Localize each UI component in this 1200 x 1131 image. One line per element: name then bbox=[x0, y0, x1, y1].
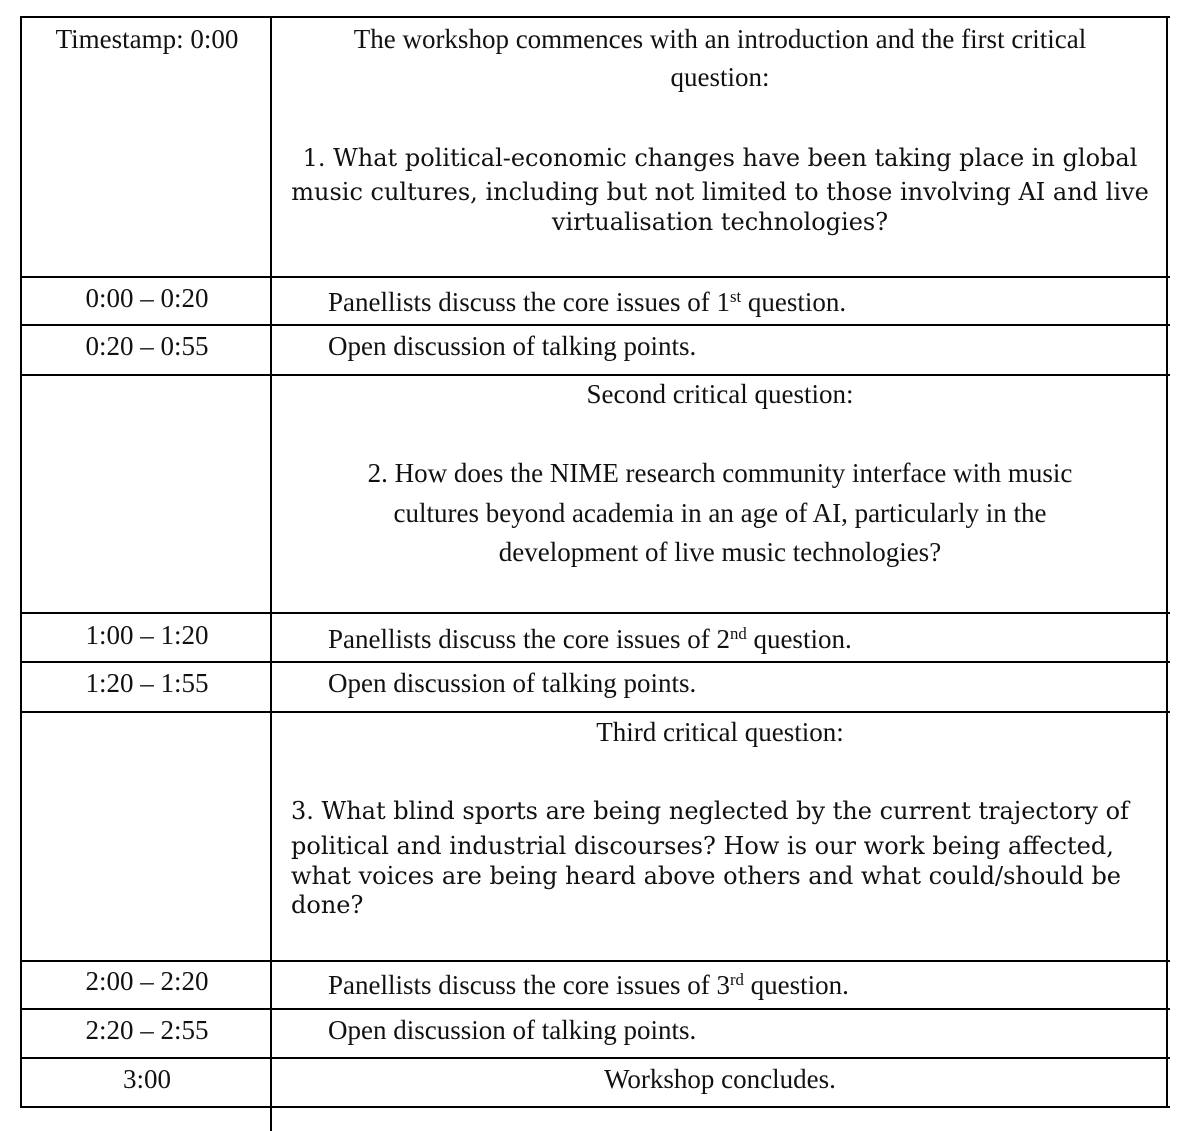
agenda-text: Open discussion of talking points. bbox=[328, 1015, 697, 1045]
intro-text-line-2: question: bbox=[670, 62, 770, 92]
question-1-line-2: music cultures, including but not limited to those involving AI and live bbox=[291, 178, 1149, 206]
row-divider bbox=[22, 960, 1170, 962]
agenda-text: Panellists discuss the core issues of 3rd question. bbox=[328, 969, 849, 1000]
question-3-line-2: political and industrial discourses? How is our work being affected, bbox=[291, 832, 1114, 860]
time-cell: 2:20 – 2:55 bbox=[85, 1015, 209, 1045]
agenda-text: Panellists discuss the core issues of 2nd question. bbox=[328, 623, 852, 654]
timestamp-label: Timestamp: 0:00 bbox=[55, 24, 239, 54]
question-1-line-1: 1. What political-economic changes have been taking place in global bbox=[302, 144, 1138, 172]
agenda-text: Workshop concludes. bbox=[604, 1064, 836, 1094]
row-divider bbox=[22, 324, 1170, 326]
row-divider bbox=[22, 1008, 1170, 1010]
row-divider bbox=[22, 612, 1170, 614]
time-cell: 1:20 – 1:55 bbox=[85, 668, 209, 698]
row-divider bbox=[22, 276, 1170, 278]
row-divider bbox=[22, 711, 1170, 713]
question-2-line-1: 2. How does the NIME research community interface with music bbox=[367, 458, 1073, 488]
table-border-bottom bbox=[22, 1106, 1170, 1108]
row-divider bbox=[22, 374, 1170, 376]
row-divider bbox=[22, 1057, 1170, 1059]
question-1-line-3: virtualisation technologies? bbox=[551, 208, 889, 236]
table-border-top bbox=[22, 16, 1170, 18]
time-cell: 1:00 – 1:20 bbox=[85, 620, 209, 650]
time-cell: 2:00 – 2:20 bbox=[85, 966, 209, 996]
table-border-left bbox=[20, 16, 22, 1108]
agenda-text: Open discussion of talking points. bbox=[328, 331, 697, 361]
question-2-line-3: development of live music technologies? bbox=[498, 537, 942, 567]
time-cell: 0:00 – 0:20 bbox=[85, 283, 209, 313]
question-3-line-4: done? bbox=[291, 891, 364, 919]
agenda-text: Panellists discuss the core issues of 1st question. bbox=[328, 286, 847, 317]
question-2-line-2: cultures beyond academia in an age of AI, particularly in the bbox=[393, 498, 1047, 528]
time-cell: 0:20 – 0:55 bbox=[85, 331, 209, 361]
agenda-text: Open discussion of talking points. bbox=[328, 668, 697, 698]
time-cell: 3:00 bbox=[122, 1064, 171, 1094]
question-2-heading: Second critical question: bbox=[586, 379, 854, 409]
row-divider bbox=[22, 661, 1170, 663]
question-3-line-3: what voices are being heard above others and what could/should be bbox=[291, 862, 1122, 890]
question-3-line-1: 3. What blind sports are being neglected by the current trajectory of bbox=[291, 797, 1129, 825]
question-3-heading: Third critical question: bbox=[596, 717, 844, 747]
intro-text-line-1: The workshop commences with an introduction and the first critical bbox=[353, 24, 1087, 54]
